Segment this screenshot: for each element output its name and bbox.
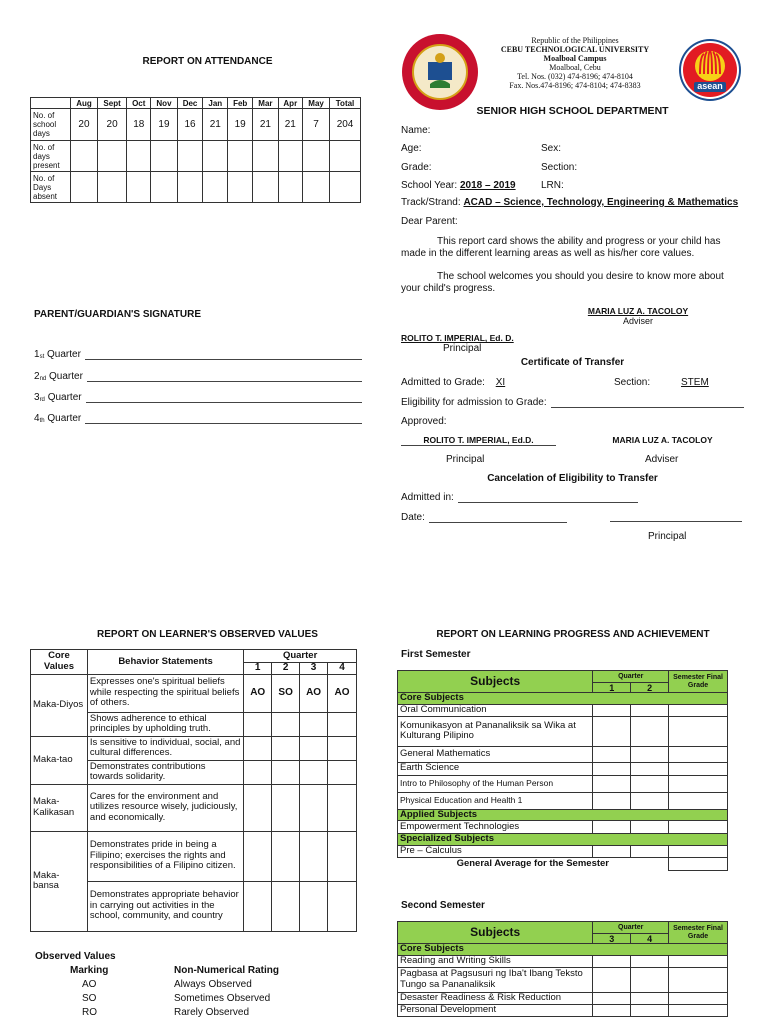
rating-cell (244, 712, 272, 736)
grade-cell (631, 716, 669, 746)
behavior-statement: Demonstrates contributions towards solidarity. (87, 760, 243, 784)
attendance-value: 19 (151, 109, 177, 141)
attendance-cell (151, 141, 177, 172)
attendance-cell (97, 141, 126, 172)
row-label: No. of Days absent (31, 172, 71, 203)
admitted-in-label: Admitted in: (401, 492, 454, 503)
quarter-number: 4 (631, 934, 669, 944)
quarter-label: Quarter (47, 392, 82, 403)
attendance-cell (71, 172, 98, 203)
quarter-number: 3 (300, 663, 328, 675)
final-cell (669, 704, 728, 716)
grade-cell (593, 704, 631, 716)
university-header (480, 36, 670, 90)
rating-cell (272, 736, 300, 760)
school-year-value: 2018 – 2019 (459, 180, 516, 191)
month-header: Oct (127, 98, 151, 109)
attendance-value: 21 (253, 109, 278, 141)
behavior-statement: Is sensitive to individual, social, and cultural differences. (87, 736, 243, 760)
university-name: CEBU TECHNOLOGICAL UNIVERSITY (500, 45, 650, 54)
quarter-label: Quarter (47, 413, 82, 424)
attendance-cell (253, 172, 278, 203)
rating-cell (328, 736, 357, 760)
rating-cell (272, 831, 300, 881)
adviser-title: Adviser (622, 316, 653, 326)
grade-cell (631, 1004, 669, 1016)
month-header: Aug (71, 98, 98, 109)
lp-subject-row (398, 746, 728, 762)
track-label: Track/Strand: (401, 197, 461, 208)
sex-label: Sex: (541, 143, 562, 154)
date-label: Date: (401, 512, 425, 523)
quarter-label: Quarter (47, 349, 81, 360)
final-cell (669, 746, 728, 762)
attendance-cell (278, 141, 303, 172)
lp-subject-row (398, 955, 728, 967)
eligibility-field[interactable] (401, 397, 744, 408)
grade-cell (631, 967, 669, 992)
attendance-cell (177, 172, 203, 203)
section-core: Core Subjects (398, 693, 728, 705)
attendance-cell (71, 141, 98, 172)
quarter-num: 1 (34, 349, 40, 360)
grade-cell (593, 716, 631, 746)
lrn-label: LRN: (541, 180, 564, 191)
campus-location: Moalboal, Cebu (549, 63, 601, 72)
grade-cell (631, 746, 669, 762)
date-field[interactable] (401, 512, 567, 523)
legend-rating-header: Non-Numerical Rating (174, 965, 280, 976)
lp-subject-row (398, 762, 728, 775)
final-cell (669, 792, 728, 809)
lp-subject-row (398, 967, 728, 992)
attendance-cell (303, 172, 330, 203)
age-label: Age: (401, 143, 422, 154)
section-label: Section: (541, 162, 578, 173)
general-average-label: General Average for the Semester (456, 857, 609, 869)
lp-section-row (398, 834, 728, 846)
grade-cell (593, 792, 631, 809)
days-present-row (31, 141, 361, 172)
legend-mark: SO (82, 993, 97, 1004)
subject-name: Intro to Philosophy of the Human Person (398, 775, 593, 792)
quarter-number: 2 (631, 683, 669, 693)
greeting: Dear Parent: (401, 216, 458, 227)
eligibility-label: Eligibility for admission to Grade: (401, 397, 547, 408)
quarter-number: 2 (272, 663, 300, 675)
attendance-cell (127, 172, 151, 203)
final-cell (669, 775, 728, 792)
behavior-statement: Demonstrates pride in being a Filipino; exercises the rights and responsibilities of a Filipino citizen. (87, 831, 243, 881)
ov-row (31, 784, 357, 831)
grade-cell (593, 746, 631, 762)
attendance-cell (228, 172, 253, 203)
rating-cell: AO (300, 674, 328, 712)
ov-row (31, 736, 357, 760)
attendance-value: 18 (127, 109, 151, 141)
subjects-header: Subjects (398, 922, 593, 944)
attendance-title: REPORT ON ATTENDANCE (142, 56, 273, 67)
observed-values-table (30, 649, 357, 932)
quarter-num: 2 (34, 371, 40, 382)
core-value: Maka-tao (31, 736, 88, 784)
name-label: Name: (401, 125, 431, 136)
rating-cell (244, 831, 272, 881)
grade-cell (593, 775, 631, 792)
quarter-label: Quarter (49, 371, 83, 382)
core-value: Maka-Kalikasan (31, 784, 88, 831)
quarter-suffix: st (39, 354, 45, 360)
attendance-value: 19 (228, 109, 253, 141)
first-semester-table (397, 670, 728, 871)
asean-label: asean (697, 81, 723, 91)
month-header: Apr (278, 98, 303, 109)
rating-cell (300, 784, 328, 831)
attendance-cell (151, 172, 177, 203)
behavior-statement: Demonstrates appropriate behavior in carrying out activities in the school, community, and country (87, 881, 243, 931)
attendance-value: 21 (278, 109, 303, 141)
final-cell (669, 716, 728, 746)
subjects-header: Subjects (398, 671, 593, 693)
principal-title: Principal (443, 343, 482, 354)
eligibility-fill (551, 399, 744, 408)
signature-fill (87, 373, 362, 382)
transfer-section-label: Section: (614, 377, 651, 388)
lp-section-row (398, 693, 728, 705)
admitted-grade-value: XI (495, 377, 506, 388)
general-average-cell (669, 857, 728, 870)
attendance-cell (303, 141, 330, 172)
rating-cell (328, 712, 357, 736)
cancel-principal-line[interactable] (610, 521, 742, 522)
principal-name: ROLITO T. IMPERIAL, Ed. D. (401, 333, 514, 343)
quarter-number: 1 (244, 663, 272, 675)
attendance-cell (330, 141, 361, 172)
final-grade-header: Semester Final Grade (669, 671, 728, 693)
section-specialized: Specialized Subjects (398, 834, 728, 846)
lp-section-row (398, 944, 728, 956)
transfer-title: Certificate of Transfer (520, 357, 625, 368)
grade-cell (593, 821, 631, 834)
transfer-principal-name: ROLITO T. IMPERIAL, Ed.D. (423, 435, 534, 445)
final-cell (669, 955, 728, 967)
rating-cell: AO (328, 674, 357, 712)
grade-label: Grade: (401, 162, 432, 173)
admitted-grade-row (401, 377, 505, 388)
days-absent-row (31, 172, 361, 203)
school-year-row (401, 180, 516, 191)
subject-name: Komunikasyon at Pananaliksik sa Wika at Kulturang Pilipino (398, 716, 593, 746)
signature-line-q1[interactable] (34, 349, 362, 360)
month-header: Jan (203, 98, 228, 109)
principal-block (401, 333, 514, 354)
grade-cell (593, 992, 631, 1004)
quarter-num: 4 (34, 413, 40, 424)
ov-header-row (31, 650, 357, 663)
attendance-cell (278, 172, 303, 203)
grade-cell (631, 845, 669, 857)
attendance-cell (97, 172, 126, 203)
quarter-suffix: rd (39, 397, 45, 403)
ov-row (31, 674, 357, 712)
rating-cell (328, 784, 357, 831)
lp-average-row (398, 857, 728, 870)
grade-cell (631, 775, 669, 792)
quarter-number: 3 (593, 934, 631, 944)
telephone-numbers: Tel. Nos. (032) 474-8196; 474-8104 (517, 72, 633, 81)
rating-cell (272, 784, 300, 831)
subject-name: General Mathematics (398, 746, 593, 762)
department-title: SENIOR HIGH SCHOOL DEPARTMENT (476, 105, 669, 117)
date-fill (429, 514, 567, 523)
month-header: Dec (177, 98, 203, 109)
signature-line-q3[interactable] (34, 392, 362, 403)
grade-cell (631, 704, 669, 716)
rating-cell (328, 831, 357, 881)
legend-rating: Always Observed (174, 979, 252, 990)
final-cell (669, 845, 728, 857)
legend-mark: RO (82, 1007, 97, 1018)
rating-cell (328, 760, 357, 784)
subject-name: Earth Science (398, 762, 593, 775)
quarter-header: Quarter (244, 650, 357, 663)
rating-cell (272, 712, 300, 736)
quarter-header: Quarter (593, 922, 669, 934)
lp-subject-row (398, 792, 728, 809)
final-grade-header: Semester Final Grade (669, 922, 728, 944)
signature-fill (86, 394, 362, 403)
signature-line-q2[interactable] (34, 371, 362, 382)
admitted-grade-label: Admitted to Grade: (401, 377, 485, 388)
subject-name: Pagbasa at Pagsusuri ng Iba't Ibang Teksto Tungo sa Pananaliksik (398, 967, 593, 992)
lp-subject-row (398, 992, 728, 1004)
rating-cell (300, 881, 328, 931)
quarter-num: 3 (34, 392, 40, 403)
rating-cell (300, 736, 328, 760)
admitted-in-fill (458, 494, 638, 503)
core-value: Maka-Diyos (31, 674, 88, 736)
section-core: Core Subjects (398, 944, 728, 956)
cancel-principal-title: Principal (648, 531, 687, 542)
quarter-suffix: th (39, 418, 45, 424)
school-days-row (31, 109, 361, 141)
lp-section-row (398, 809, 728, 821)
month-header: Mar (253, 98, 278, 109)
grade-cell (631, 992, 669, 1004)
attendance-corner-cell (31, 98, 71, 109)
final-cell (669, 992, 728, 1004)
grade-cell (631, 792, 669, 809)
core-value: Maka-bansa (31, 831, 88, 931)
attendance-header-row (31, 98, 361, 109)
quarter-number: 1 (593, 683, 631, 693)
attendance-value: 20 (71, 109, 98, 141)
lp-subject-row (398, 775, 728, 792)
total-header: Total (330, 98, 361, 109)
rating-cell (300, 712, 328, 736)
second-semester-label: Second Semester (401, 900, 485, 911)
final-cell (669, 762, 728, 775)
grade-cell (593, 967, 631, 992)
attendance-cell (330, 172, 361, 203)
month-header: Feb (228, 98, 253, 109)
asean-logo-icon (678, 38, 742, 102)
attendance-value: 21 (203, 109, 228, 141)
transfer-principal-title: Principal (446, 454, 485, 465)
rating-cell (272, 881, 300, 931)
subject-name: Desaster Readiness & Risk Reduction (398, 992, 593, 1004)
school-year-label: School Year: (401, 180, 458, 191)
behavior-statement: Cares for the environment and utilizes resource wisely, judiciously, and economically. (87, 784, 243, 831)
signature-fill (85, 415, 362, 424)
approved-label: Approved: (401, 416, 447, 427)
grade-cell (631, 821, 669, 834)
subject-name: Pre – Calculus (398, 845, 593, 857)
track-row (401, 197, 738, 208)
final-cell (669, 821, 728, 834)
rating-cell (300, 760, 328, 784)
attendance-table (30, 97, 361, 203)
grade-cell (631, 955, 669, 967)
rating-cell: SO (272, 674, 300, 712)
republic-line: Republic of the Philippines (531, 36, 619, 45)
attendance-total: 204 (330, 109, 361, 141)
grade-cell (593, 955, 631, 967)
lp-header-row (398, 671, 728, 683)
subject-name: Reading and Writing Skills (398, 955, 593, 967)
attendance-cell (203, 141, 228, 172)
grade-cell (593, 762, 631, 775)
subject-name: Physical Education and Health 1 (398, 792, 593, 809)
attendance-cell (228, 141, 253, 172)
final-cell (669, 1004, 728, 1016)
lp-subject-row (398, 716, 728, 746)
core-values-header: Core Values (31, 650, 88, 675)
rating-cell (300, 831, 328, 881)
legend-marking-header: Marking (70, 965, 109, 976)
legend-mark: AO (82, 979, 97, 990)
behavior-statement: Expresses one's spiritual beliefs while respecting the spiritual beliefs of others. (87, 674, 243, 712)
legend-title: Observed Values (35, 951, 116, 962)
grade-cell (593, 845, 631, 857)
attendance-value: 20 (97, 109, 126, 141)
legend-rating: Rarely Observed (174, 1007, 250, 1018)
row-label: No. of school days (31, 109, 71, 141)
quarter-suffix: nd (39, 376, 47, 382)
signature-line-q4[interactable] (34, 413, 362, 424)
attendance-value: 7 (303, 109, 330, 141)
row-label: No. of days present (31, 141, 71, 172)
legend-rating: Sometimes Observed (174, 993, 271, 1004)
rating-cell (244, 881, 272, 931)
ov-row (31, 831, 357, 881)
letter-paragraph-1: This report card shows the ability and progress or your child has made in the different learning areas as well as his/her core values. (401, 236, 721, 259)
month-header: Sept (97, 98, 126, 109)
attendance-cell (127, 141, 151, 172)
lp-subject-row (398, 821, 728, 834)
fax-numbers: Fax. Nos.474-8196; 474-8104; 474-8383 (509, 81, 641, 90)
admitted-in-field[interactable] (401, 492, 638, 503)
quarter-number: 4 (328, 663, 357, 675)
first-semester-label: First Semester (401, 649, 471, 660)
month-header: May (303, 98, 330, 109)
final-cell (669, 967, 728, 992)
university-seal-icon (400, 32, 480, 112)
lp-subject-row (398, 1004, 728, 1016)
progress-title: REPORT ON LEARNING PROGRESS AND ACHIEVEMENT (436, 629, 710, 640)
rating-cell: AO (244, 674, 272, 712)
transfer-section-value: STEM (681, 377, 709, 388)
subject-name: Empowerment Technologies (398, 821, 593, 834)
section-applied: Applied Subjects (398, 809, 728, 821)
grade-cell (593, 1004, 631, 1016)
letter-paragraph-2: The school welcomes you should you desire to know more about your child's progress. (401, 271, 724, 294)
attendance-cell (203, 172, 228, 203)
signature-fill (85, 351, 362, 360)
signature-title: PARENT/GUARDIAN'S SIGNATURE (34, 309, 202, 320)
behavior-statement: Shows adherence to ethical principles by upholding truth. (87, 712, 243, 736)
second-semester-table (397, 921, 728, 1017)
cancel-title: Cancelation of Eligibility to Transfer (487, 473, 658, 484)
attendance-value: 16 (177, 109, 203, 141)
track-value: ACAD – Science, Technology, Engineering & Mathematics (463, 197, 739, 208)
lp-header-row (398, 922, 728, 934)
transfer-adviser-title: Adviser (645, 454, 679, 465)
transfer-principal-line (401, 445, 556, 446)
adviser-name: MARIA LUZ A. TACOLOY (587, 306, 689, 316)
subject-name: Oral Communication (398, 704, 593, 716)
adviser-block (570, 306, 706, 326)
lp-subject-row (398, 704, 728, 716)
behavior-header: Behavior Statements (87, 650, 243, 675)
observed-title: REPORT ON LEARNER'S OBSERVED VALUES (97, 629, 318, 640)
quarter-header: Quarter (593, 671, 669, 683)
rating-cell (272, 760, 300, 784)
attendance-cell (253, 141, 278, 172)
transfer-adviser-name: MARIA LUZ A. TACOLOY (612, 435, 713, 445)
rating-cell (328, 881, 357, 931)
subject-name: Personal Development (398, 1004, 593, 1016)
month-header: Nov (151, 98, 177, 109)
rating-cell (244, 784, 272, 831)
campus-name: Moalboal Campus (543, 54, 607, 63)
attendance-cell (177, 141, 203, 172)
rating-cell (244, 760, 272, 784)
rating-cell (244, 736, 272, 760)
grade-cell (631, 762, 669, 775)
lp-subject-row (398, 845, 728, 857)
